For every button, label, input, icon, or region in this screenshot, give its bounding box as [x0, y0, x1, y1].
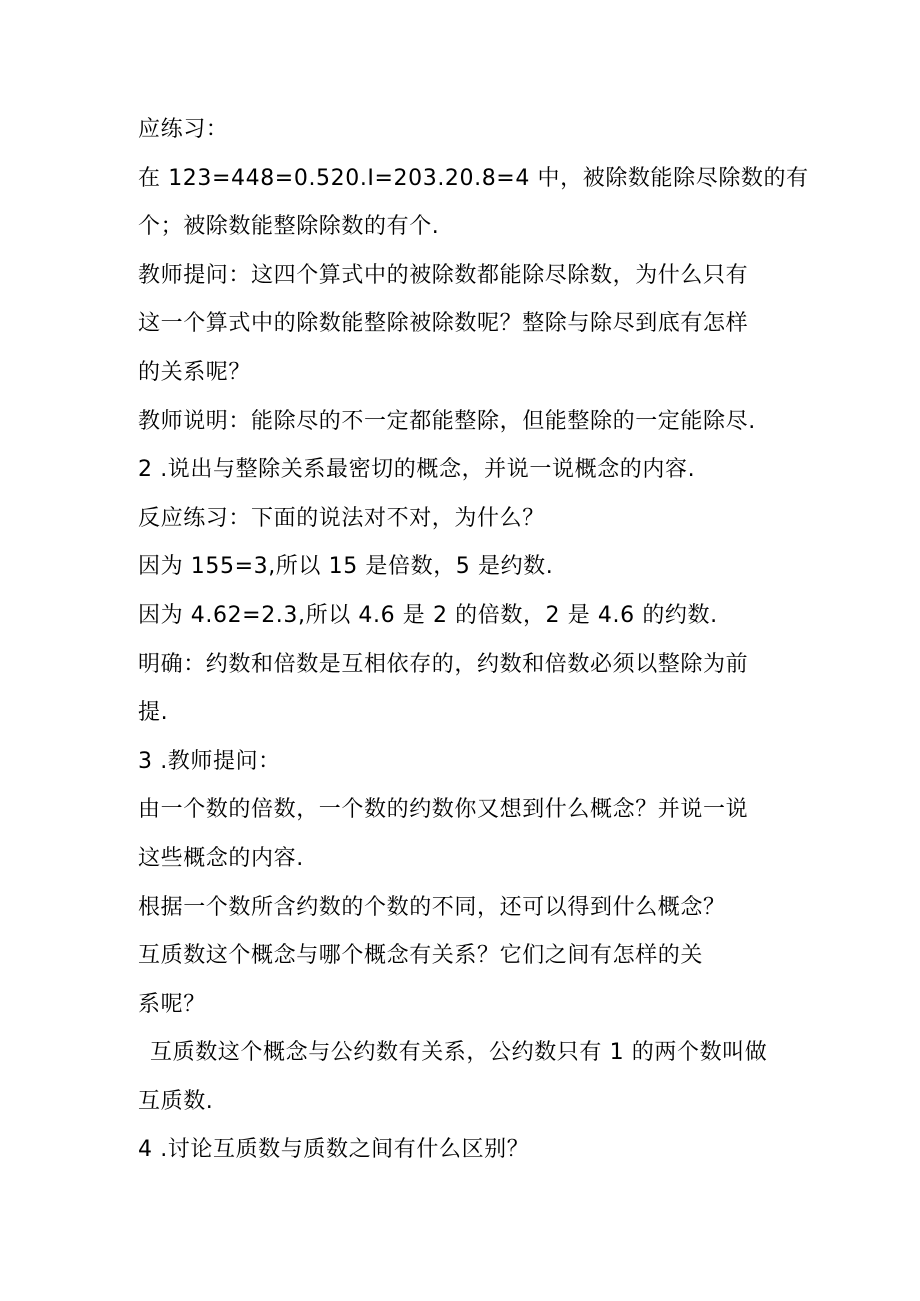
text-line-7: 教师说明：能除尽的不一定都能整除，但能整除的一定能除尽.	[138, 408, 756, 434]
text-line-3: 个；被除数能整除除数的有个.	[138, 214, 440, 240]
text-line-17: 根据一个数所含约数的个数的不同，还可以得到什么概念？	[138, 894, 726, 920]
text-line-2: 在 123=448=0.520.I=203.20.8=4 中，被除数能除尽除数的有	[138, 165, 809, 191]
text-line-19: 系呢？	[138, 991, 206, 1017]
document-body	[138, 106, 809, 1175]
text-line-18: 互质数这个概念与哪个概念有关系？它们之间有怎样的关	[138, 943, 704, 969]
text-line-20: 互质数这个概念与公约数有关系，公约数只有 1 的两个数叫做	[150, 1040, 768, 1066]
text-line-6: 的关系呢？	[138, 359, 252, 385]
text-line-12: 明确：约数和倍数是互相依存的，约数和倍数必须以整除为前	[138, 651, 749, 677]
text-line-5: 这一个算式中的除数能整除被除数呢？整除与除尽到底有怎样	[138, 311, 749, 337]
text-line-10: 因为 155=3,所以 15 是倍数，5 是约数.	[138, 554, 554, 580]
text-line-9: 反应练习：下面的说法对不对，为什么？	[138, 505, 545, 531]
text-line-11: 因为 4.62=2.3,所以 4.6 是 2 的倍数，2 是 4.6 的约数.	[138, 602, 718, 628]
text-line-4: 教师提问：这四个算式中的被除数都能除尽除数，为什么只有	[138, 262, 749, 288]
text-line-8: 2 .说出与整除关系最密切的概念，并说一说概念的内容.	[138, 457, 696, 483]
text-line-16: 这些概念的内容.	[138, 845, 304, 871]
text-line-15: 由一个数的倍数，一个数的约数你又想到什么概念？并说一说	[138, 797, 749, 823]
text-line-21: 互质数.	[138, 1088, 214, 1114]
text-line-13: 提.	[138, 700, 169, 726]
text-line-22: 4 .讨论互质数与质数之间有什么区别？	[138, 1137, 530, 1163]
text-line-14: 3 .教师提问：	[138, 748, 281, 774]
text-line-1: 应练习：	[138, 117, 229, 142]
